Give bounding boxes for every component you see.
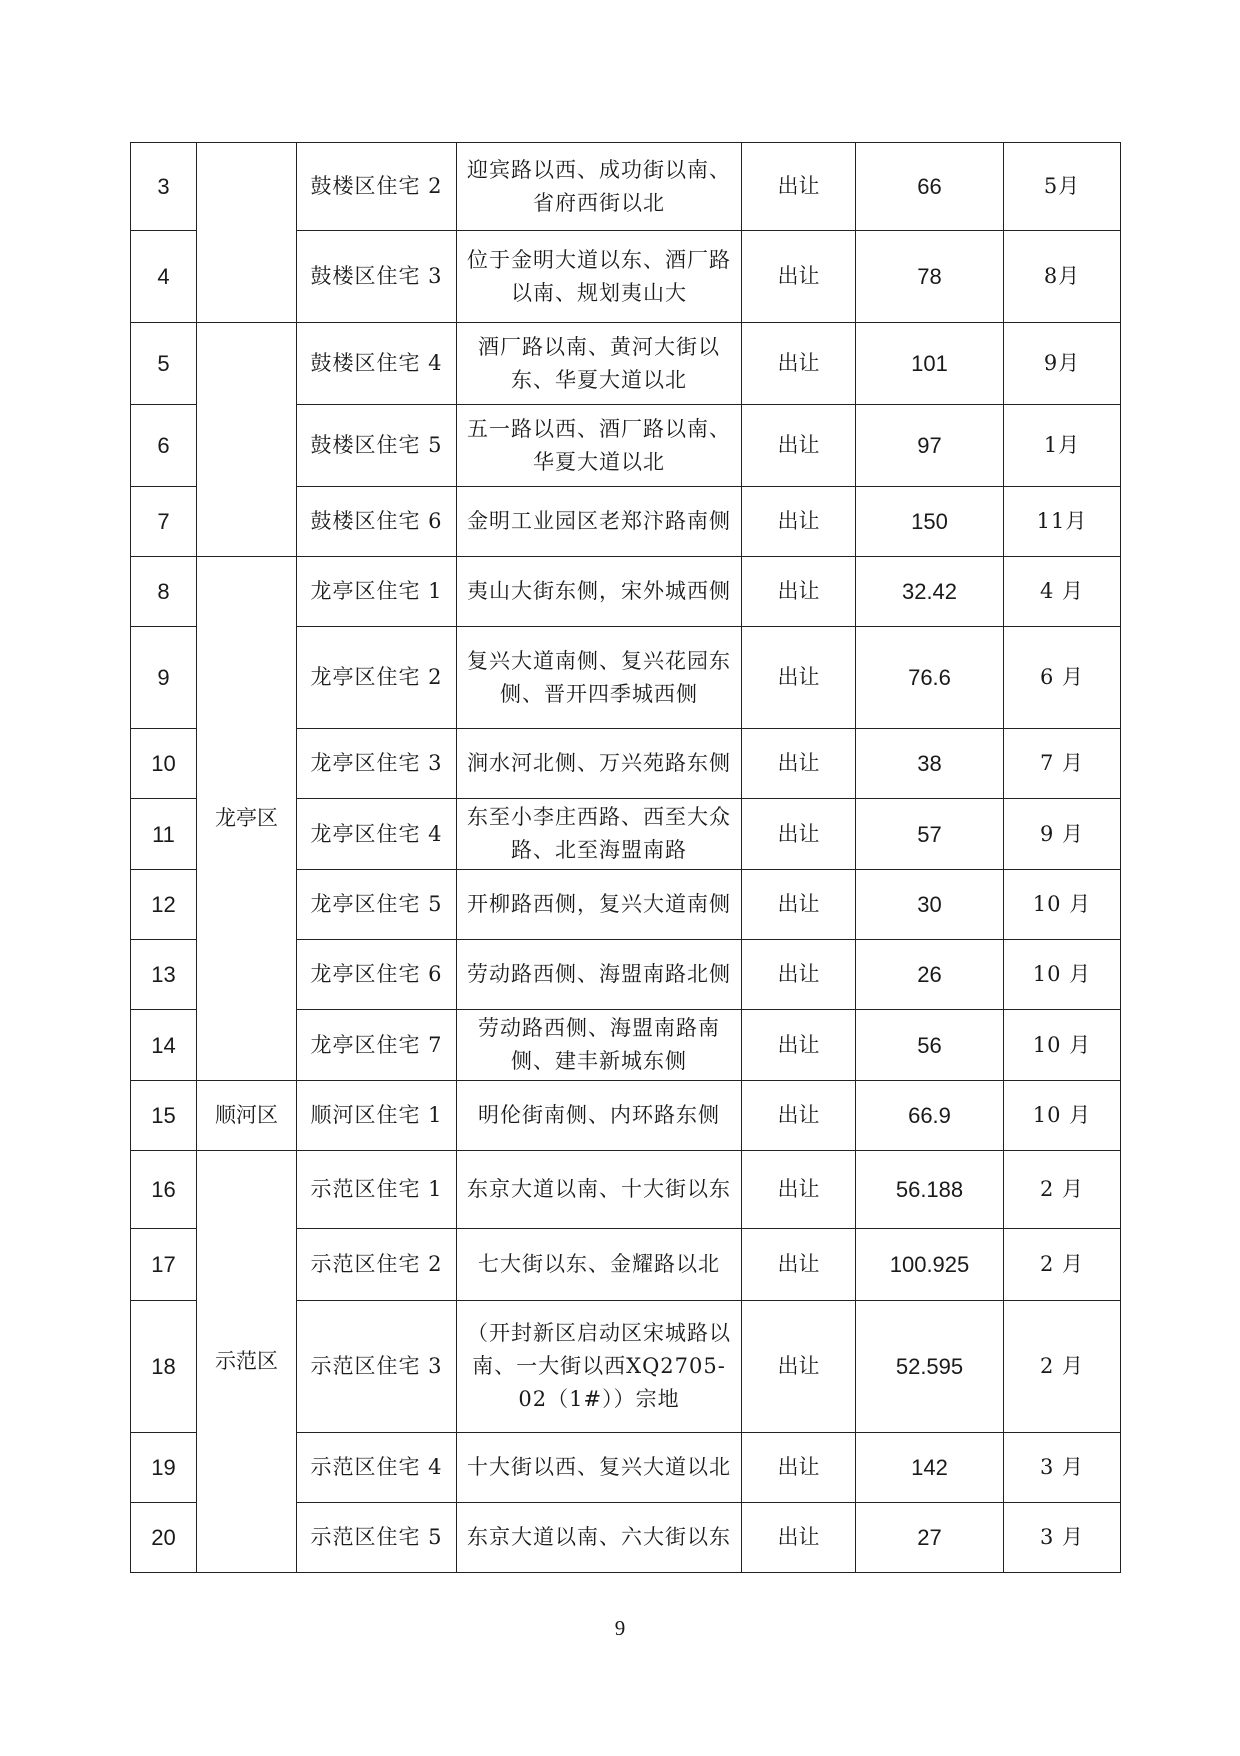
- parcel-name: 示范区住宅 4: [297, 1433, 457, 1503]
- row-number: 17: [131, 1229, 197, 1301]
- supply-method: 出让: [742, 870, 856, 940]
- parcel-area: 30: [856, 870, 1004, 940]
- supply-method: 出让: [742, 1151, 856, 1229]
- parcel-area: 66: [856, 143, 1004, 231]
- row-number: 5: [131, 323, 197, 405]
- supply-method: 出让: [742, 1229, 856, 1301]
- district-cell: 示范区: [197, 1151, 297, 1573]
- parcel-location: 金明工业园区老郑汴路南侧: [457, 487, 742, 557]
- parcel-area: 76.6: [856, 627, 1004, 729]
- parcel-area: 56: [856, 1010, 1004, 1081]
- supply-month: 8月: [1004, 231, 1121, 323]
- district-cell: 龙亭区: [197, 557, 297, 1081]
- supply-method: 出让: [742, 1503, 856, 1573]
- row-number: 15: [131, 1081, 197, 1151]
- supply-month: 2 月: [1004, 1151, 1121, 1229]
- supply-month: 5月: [1004, 143, 1121, 231]
- parcel-location: 复兴大道南侧、复兴花园东侧、晋开四季城西侧: [457, 627, 742, 729]
- supply-month: 3 月: [1004, 1503, 1121, 1573]
- parcel-location: 明伦街南侧、内环路东侧: [457, 1081, 742, 1151]
- supply-month: 6 月: [1004, 627, 1121, 729]
- supply-method: 出让: [742, 1433, 856, 1503]
- supply-method: 出让: [742, 405, 856, 487]
- parcel-area: 57: [856, 799, 1004, 870]
- row-number: 8: [131, 557, 197, 627]
- row-number: 19: [131, 1433, 197, 1503]
- parcel-name: 龙亭区住宅 7: [297, 1010, 457, 1081]
- supply-month: 2 月: [1004, 1229, 1121, 1301]
- parcel-area: 52.595: [856, 1301, 1004, 1433]
- parcel-location: 七大街以东、金耀路以北: [457, 1229, 742, 1301]
- parcel-location: 十大街以西、复兴大道以北: [457, 1433, 742, 1503]
- parcel-area: 38: [856, 729, 1004, 799]
- parcel-name: 示范区住宅 2: [297, 1229, 457, 1301]
- supply-month: 10 月: [1004, 1081, 1121, 1151]
- row-number: 11: [131, 799, 197, 870]
- table-row: [131, 557, 1121, 627]
- supply-method: 出让: [742, 1010, 856, 1081]
- row-number: 7: [131, 487, 197, 557]
- parcel-location: （开封新区启动区宋城路以南、一大街以西XQ2705-02（1#））宗地: [457, 1301, 742, 1433]
- parcel-area: 56.188: [856, 1151, 1004, 1229]
- parcel-location: 五一路以西、酒厂路以南、华夏大道以北: [457, 405, 742, 487]
- parcel-name: 示范区住宅 1: [297, 1151, 457, 1229]
- supply-method: 出让: [742, 1301, 856, 1433]
- supply-method: 出让: [742, 940, 856, 1010]
- row-number: 12: [131, 870, 197, 940]
- parcel-location: 东京大道以南、十大街以东: [457, 1151, 742, 1229]
- parcel-location: 东至小李庄西路、西至大众路、北至海盟南路: [457, 799, 742, 870]
- parcel-name: 鼓楼区住宅 6: [297, 487, 457, 557]
- parcel-area: 150: [856, 487, 1004, 557]
- parcel-location: 迎宾路以西、成功街以南、省府西街以北: [457, 143, 742, 231]
- table-row: [131, 1151, 1121, 1229]
- supply-month: 10 月: [1004, 940, 1121, 1010]
- supply-month: 10 月: [1004, 1010, 1121, 1081]
- supply-method: 出让: [742, 143, 856, 231]
- supply-method: 出让: [742, 799, 856, 870]
- district-cell: 顺河区: [197, 1081, 297, 1151]
- supply-method: 出让: [742, 627, 856, 729]
- land-supply-table-wrapper: [130, 142, 1120, 1573]
- parcel-name: 龙亭区住宅 1: [297, 557, 457, 627]
- supply-month: 1月: [1004, 405, 1121, 487]
- parcel-name: 龙亭区住宅 2: [297, 627, 457, 729]
- row-number: 10: [131, 729, 197, 799]
- parcel-name: 龙亭区住宅 6: [297, 940, 457, 1010]
- parcel-area: 100.925: [856, 1229, 1004, 1301]
- supply-method: 出让: [742, 1081, 856, 1151]
- parcel-area: 101: [856, 323, 1004, 405]
- supply-month: 7 月: [1004, 729, 1121, 799]
- parcel-location: 劳动路西侧、海盟南路南侧、建丰新城东侧: [457, 1010, 742, 1081]
- supply-month: 4 月: [1004, 557, 1121, 627]
- row-number: 16: [131, 1151, 197, 1229]
- supply-method: 出让: [742, 487, 856, 557]
- parcel-area: 66.9: [856, 1081, 1004, 1151]
- parcel-name: 顺河区住宅 1: [297, 1081, 457, 1151]
- parcel-name: 鼓楼区住宅 4: [297, 323, 457, 405]
- parcel-area: 142: [856, 1433, 1004, 1503]
- parcel-location: 夷山大街东侧，宋外城西侧: [457, 557, 742, 627]
- row-number: 13: [131, 940, 197, 1010]
- parcel-location: 东京大道以南、六大街以东: [457, 1503, 742, 1573]
- page-number: 9: [614, 1616, 626, 1640]
- row-number: 9: [131, 627, 197, 729]
- parcel-location: 劳动路西侧、海盟南路北侧: [457, 940, 742, 1010]
- table-row: [131, 323, 1121, 405]
- parcel-name: 鼓楼区住宅 3: [297, 231, 457, 323]
- parcel-location: 开柳路西侧，复兴大道南侧: [457, 870, 742, 940]
- supply-month: 10 月: [1004, 870, 1121, 940]
- parcel-area: 97: [856, 405, 1004, 487]
- row-number: 14: [131, 1010, 197, 1081]
- supply-month: 11月: [1004, 487, 1121, 557]
- table-row: [131, 1081, 1121, 1151]
- district-cell: [197, 323, 297, 557]
- row-number: 6: [131, 405, 197, 487]
- parcel-area: 26: [856, 940, 1004, 1010]
- row-number: 20: [131, 1503, 197, 1573]
- parcel-name: 示范区住宅 3: [297, 1301, 457, 1433]
- supply-month: 9月: [1004, 323, 1121, 405]
- parcel-name: 龙亭区住宅 3: [297, 729, 457, 799]
- supply-month: 9 月: [1004, 799, 1121, 870]
- parcel-name: 示范区住宅 5: [297, 1503, 457, 1573]
- parcel-location: 酒厂路以南、黄河大街以东、华夏大道以北: [457, 323, 742, 405]
- land-supply-table: [130, 142, 1121, 1573]
- supply-method: 出让: [742, 323, 856, 405]
- parcel-name: 鼓楼区住宅 5: [297, 405, 457, 487]
- parcel-area: 27: [856, 1503, 1004, 1573]
- row-number: 3: [131, 143, 197, 231]
- supply-method: 出让: [742, 729, 856, 799]
- district-cell: [197, 143, 297, 323]
- table-row: [131, 143, 1121, 231]
- row-number: 4: [131, 231, 197, 323]
- parcel-location: 涧水河北侧、万兴苑路东侧: [457, 729, 742, 799]
- supply-month: 3 月: [1004, 1433, 1121, 1503]
- parcel-area: 32.42: [856, 557, 1004, 627]
- row-number: 18: [131, 1301, 197, 1433]
- parcel-area: 78: [856, 231, 1004, 323]
- parcel-name: 龙亭区住宅 5: [297, 870, 457, 940]
- supply-method: 出让: [742, 557, 856, 627]
- parcel-name: 鼓楼区住宅 2: [297, 143, 457, 231]
- supply-method: 出让: [742, 231, 856, 323]
- parcel-location: 位于金明大道以东、酒厂路以南、规划夷山大: [457, 231, 742, 323]
- supply-month: 2 月: [1004, 1301, 1121, 1433]
- parcel-name: 龙亭区住宅 4: [297, 799, 457, 870]
